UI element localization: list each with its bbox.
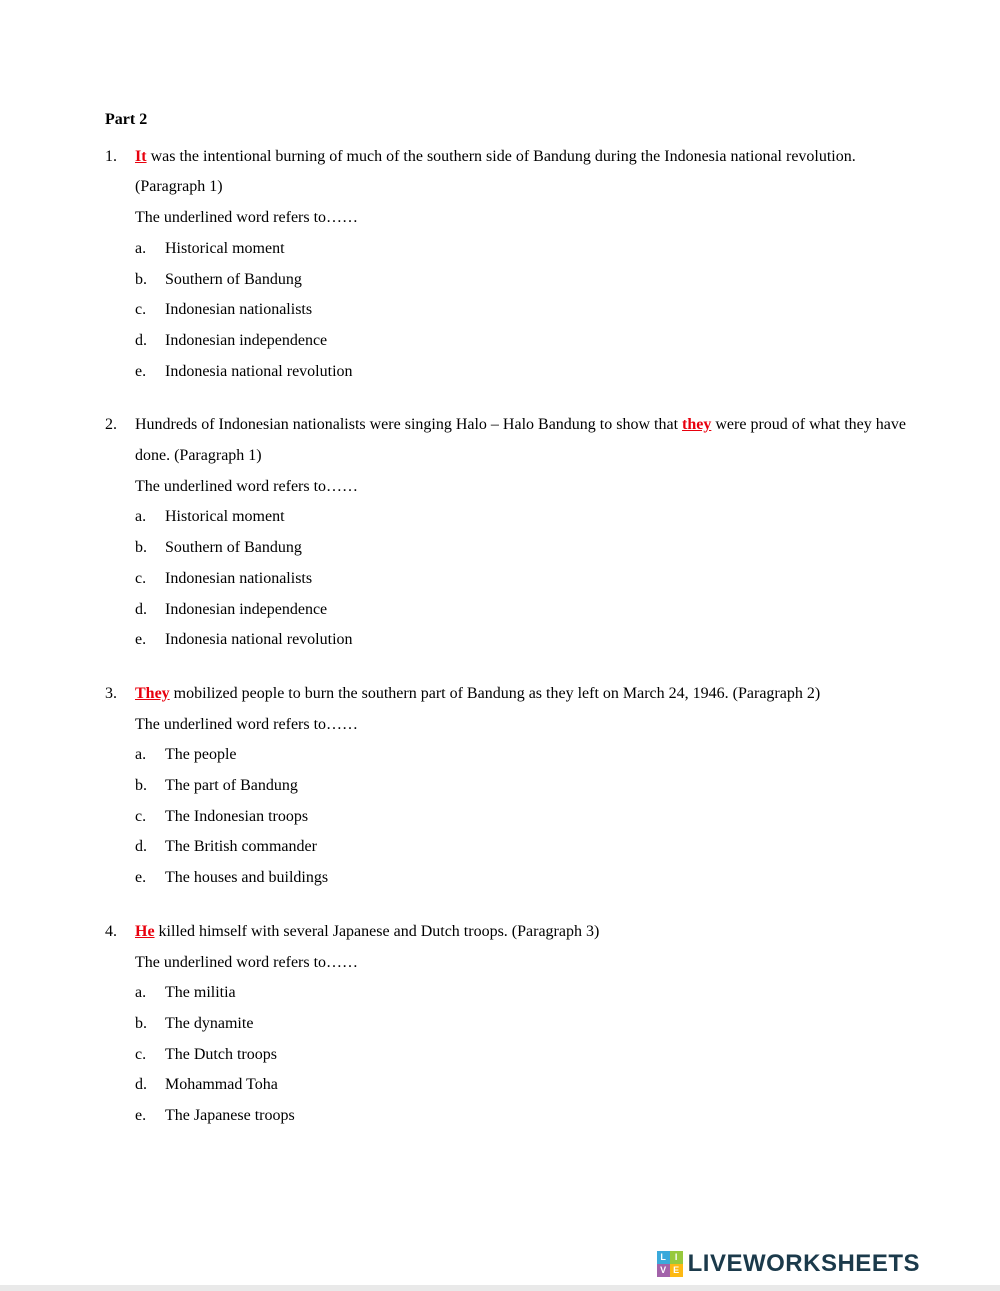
option-text: Indonesian nationalists: [165, 569, 313, 587]
options-list: [135, 978, 925, 1132]
question-prompt: The underlined word refers to……: [135, 953, 359, 971]
part-title: Part 2: [105, 111, 148, 128]
answer-option[interactable]: [135, 265, 925, 296]
highlighted-word: He: [135, 922, 155, 940]
answer-option[interactable]: [135, 326, 925, 357]
question-prompt: The underlined word refers to……: [135, 477, 359, 495]
answer-option[interactable]: [135, 740, 925, 771]
answer-option[interactable]: [135, 595, 925, 626]
liveworksheets-wordmark: LIVEWORKSHEETS: [687, 1250, 920, 1277]
logo-cell-l: L: [657, 1251, 670, 1264]
question-number: 3.: [105, 684, 117, 702]
option-text: The militia: [165, 984, 236, 1002]
question-text-post: was the intentional burning of much of the southern side of Bandung during the Indonesia national revolution. (Paragraph 1): [135, 147, 856, 196]
question: [105, 410, 925, 656]
option-text: The Japanese troops: [165, 1107, 295, 1125]
question-prompt: The underlined word refers to……: [135, 715, 359, 733]
option-letter: a.: [135, 239, 147, 257]
question-text-post: mobilized people to burn the southern part of Bandung as they left on March 24, 1946. (Paragraph 2): [169, 684, 821, 702]
option-text: The part of Bandung: [165, 777, 298, 795]
question-number: 4.: [105, 922, 117, 940]
option-text: Indonesia national revolution: [165, 362, 353, 380]
highlighted-word: they: [682, 416, 712, 434]
question-text-post: were proud of what they have done. (Paragraph 1): [135, 416, 906, 465]
question-number: 2.: [105, 416, 117, 434]
liveworksheets-icon: [657, 1251, 683, 1277]
option-text: The Indonesian troops: [165, 807, 309, 825]
option-letter: a.: [135, 746, 147, 764]
option-text: The houses and buildings: [165, 869, 329, 887]
answer-option[interactable]: [135, 625, 925, 656]
question: [105, 917, 925, 1132]
option-text: The dynamite: [165, 1014, 254, 1032]
answer-option[interactable]: [135, 1070, 925, 1101]
option-text: The British commander: [165, 838, 317, 856]
option-text: Historical moment: [165, 508, 285, 526]
question-body: [135, 917, 925, 1132]
option-letter: a.: [135, 508, 147, 526]
option-text: The Dutch troops: [165, 1045, 277, 1063]
highlighted-word: It: [135, 147, 147, 165]
option-letter: c.: [135, 1045, 147, 1063]
options-list: [135, 740, 925, 894]
question-text-pre: Hundreds of Indonesian nationalists were singing Halo – Halo Bandung to show that: [135, 416, 683, 434]
option-letter: e.: [135, 1107, 147, 1125]
option-letter: a.: [135, 984, 147, 1002]
answer-option[interactable]: [135, 978, 925, 1009]
option-text: The people: [165, 746, 237, 764]
option-letter: d.: [135, 1076, 147, 1094]
answer-option[interactable]: [135, 234, 925, 265]
option-text: Indonesian independence: [165, 331, 328, 349]
option-text: Mohammad Toha: [165, 1076, 278, 1094]
answer-option[interactable]: [135, 564, 925, 595]
option-letter: d.: [135, 331, 147, 349]
option-text: Indonesia national revolution: [165, 631, 353, 649]
answer-option[interactable]: [135, 1009, 925, 1040]
question-body: [135, 679, 925, 894]
question-body: [135, 410, 925, 656]
option-text: Historical moment: [165, 239, 285, 257]
option-text: Southern of Bandung: [165, 539, 302, 557]
question: [105, 679, 925, 894]
answer-option[interactable]: [135, 533, 925, 564]
logo-cell-v: V: [657, 1264, 670, 1277]
question-body: [135, 142, 925, 388]
option-letter: b.: [135, 539, 147, 557]
option-letter: b.: [135, 270, 147, 288]
answer-option[interactable]: [135, 1101, 925, 1132]
answer-option[interactable]: [135, 832, 925, 863]
question-text: [135, 679, 925, 710]
option-text: Indonesian nationalists: [165, 301, 313, 319]
option-letter: d.: [135, 600, 147, 618]
answer-option[interactable]: [135, 1040, 925, 1071]
option-letter: e.: [135, 362, 147, 380]
question-text: [135, 917, 925, 948]
liveworksheets-footer: [657, 1251, 920, 1277]
option-letter: e.: [135, 869, 147, 887]
logo-cell-e: E: [670, 1264, 683, 1277]
question: [105, 142, 925, 388]
option-letter: b.: [135, 777, 147, 795]
option-letter: b.: [135, 1014, 147, 1032]
question-text: [135, 410, 925, 471]
answer-option[interactable]: [135, 771, 925, 802]
answer-option[interactable]: [135, 502, 925, 533]
option-letter: d.: [135, 838, 147, 856]
answer-option[interactable]: [135, 863, 925, 894]
question-number: 1.: [105, 147, 117, 165]
option-letter: c.: [135, 569, 147, 587]
options-list: [135, 502, 925, 656]
answer-option[interactable]: [135, 357, 925, 388]
logo-cell-i: I: [670, 1251, 683, 1264]
page-bottom-edge: [0, 1285, 1000, 1291]
options-list: [135, 234, 925, 388]
question-text: [135, 142, 925, 203]
highlighted-word: They: [135, 684, 170, 702]
option-letter: c.: [135, 301, 147, 319]
answer-option[interactable]: [135, 802, 925, 833]
option-letter: c.: [135, 807, 147, 825]
answer-option[interactable]: [135, 295, 925, 326]
liveworksheets-logo-link[interactable]: [657, 1251, 920, 1277]
question-text-post: killed himself with several Japanese and Dutch troops. (Paragraph 3): [154, 922, 600, 940]
question-prompt: The underlined word refers to……: [135, 209, 359, 227]
option-text: Indonesian independence: [165, 600, 328, 618]
option-letter: e.: [135, 631, 147, 649]
option-text: Southern of Bandung: [165, 270, 302, 288]
